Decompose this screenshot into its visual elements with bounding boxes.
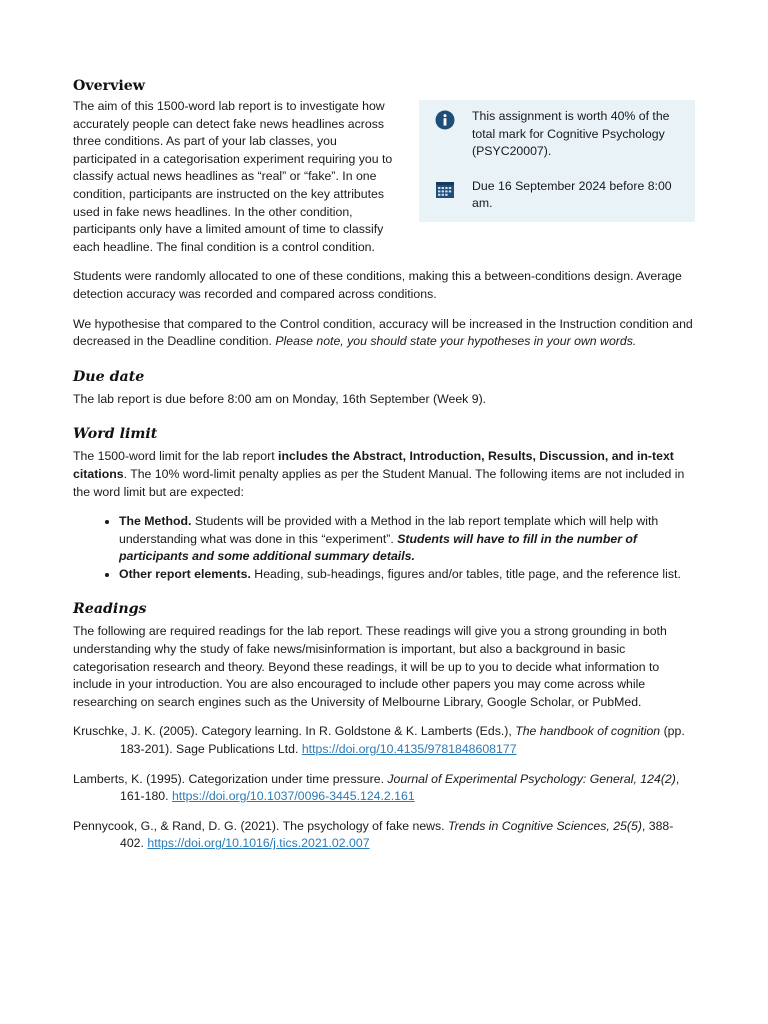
word-limit-text-end: . The 10% word-limit penalty applies as per the Student Manual. The following items are not included in the word limit but are expected: bbox=[73, 466, 685, 499]
due-info-item bbox=[419, 178, 695, 213]
due-info-text: Due 16 September 2024 before 8:00 am. bbox=[472, 178, 672, 211]
reference-text: Kruschke, J. K. (2005). Category learning. In R. Goldstone & K. Lamberts (Eds.), bbox=[73, 724, 516, 739]
document-page bbox=[73, 76, 695, 853]
reference-text: Lamberts, K. (1995). Categorization under time pressure. bbox=[73, 771, 388, 786]
reference-text: , 161-180. bbox=[120, 771, 680, 804]
list-item-method bbox=[119, 513, 695, 566]
assignment-info-callout bbox=[419, 100, 695, 222]
reference-text: Pennycook, G., & Rand, D. G. (2021). The psychology of fake news. bbox=[73, 818, 449, 833]
overview-paragraph-2: Students were randomly allocated to one of these conditions, making this a between-conditions design. Average detection accuracy was recorded and compared across conditions. bbox=[73, 269, 682, 301]
method-label: The Method. bbox=[119, 514, 192, 529]
doi-link[interactable]: https://doi.org/10.1037/0096-3445.124.2.161 bbox=[171, 789, 415, 804]
reference-item bbox=[73, 771, 695, 806]
reference-title: Journal of Experimental Psychology: General, 124(2) bbox=[387, 771, 676, 786]
calendar-icon bbox=[435, 180, 455, 206]
method-emphasis: Students will have to fill in the number of participants and some additional summary details. bbox=[119, 531, 638, 564]
reference-item bbox=[73, 818, 695, 853]
hypothesis-note: Please note, you should state your hypotheses in your own words. bbox=[275, 334, 637, 349]
reference-title: Trends in Cognitive Sciences, 25(5) bbox=[448, 818, 642, 833]
other-elements-label: Other report elements. bbox=[119, 566, 251, 581]
reference-list bbox=[73, 723, 695, 853]
reference-title: The handbook of cognition bbox=[515, 724, 661, 739]
list-item-other-elements bbox=[119, 566, 695, 584]
due-date-text: The lab report is due before 8:00 am on Monday, 16th September (Week 9). bbox=[73, 391, 487, 406]
weight-info-text: This assignment is worth 40% of the total mark for Cognitive Psychology (PSYC20007). bbox=[472, 109, 670, 159]
doi-link[interactable]: https://doi.org/10.1016/j.tics.2021.02.007 bbox=[147, 836, 370, 851]
overview-heading: Overview bbox=[73, 78, 145, 94]
reference-item bbox=[73, 723, 695, 758]
overview-row bbox=[73, 98, 695, 256]
due-date-heading: Due date bbox=[73, 368, 145, 385]
method-text: Students will be provided with a Method in the lab report template which will help with understanding what was done in this “experiment”. bbox=[119, 514, 659, 546]
info-icon bbox=[435, 110, 455, 136]
overview-paragraph-3 bbox=[73, 316, 695, 351]
hypothesis-text: We hypothesise that compared to the Control condition, accuracy will be increased in the Instruction condition and decreased in the Deadline condition. bbox=[73, 316, 693, 349]
reference-text: (pp. 183-201). Sage Publications Ltd. bbox=[120, 724, 685, 757]
excluded-items-list bbox=[73, 513, 695, 583]
reference-text: , 388-402. bbox=[120, 818, 674, 851]
word-limit-heading: Word limit bbox=[73, 426, 158, 443]
other-elements-text: Heading, sub-headings, figures and/or tables, title page, and the reference list. bbox=[250, 566, 681, 581]
word-limit-text-start: The 1500-word limit for the lab report bbox=[73, 449, 279, 464]
doi-link[interactable]: https://doi.org/10.4135/9781848608177 bbox=[301, 742, 517, 757]
overview-paragraph-1: The aim of this 1500-word lab report is to investigate how accurately people can detect fake news headlines across three conditions. As part of your lab classes, you participated in a categorisation experiment requiring you to classify actual news headlines as “real” or “fake”. In one condition, participants are instructed on the key attributes used in fake news headlines. In the other condition, participants only have a limited amount of time to classify each headline. The final condition is a control condition. bbox=[73, 99, 393, 254]
weight-info-item bbox=[419, 108, 695, 161]
readings-heading: Readings bbox=[73, 601, 147, 618]
readings-intro: The following are required readings for the lab report. These readings will give you a strong grounding in both understanding why the study of fake news/misinformation is important, but also a background in basic categorisation research and theory. Beyond these readings, it will be up to you to decide what information to include in your introduction. You are also encouraged to include other papers you may come across while researching on search engines such as the University of Melbourne Library, Google Scholar, or PubMed. bbox=[73, 624, 667, 709]
word-limit-paragraph bbox=[73, 448, 695, 501]
word-limit-included-items: includes the Abstract, Introduction, Results, Discussion, and in-text citations bbox=[73, 449, 674, 481]
